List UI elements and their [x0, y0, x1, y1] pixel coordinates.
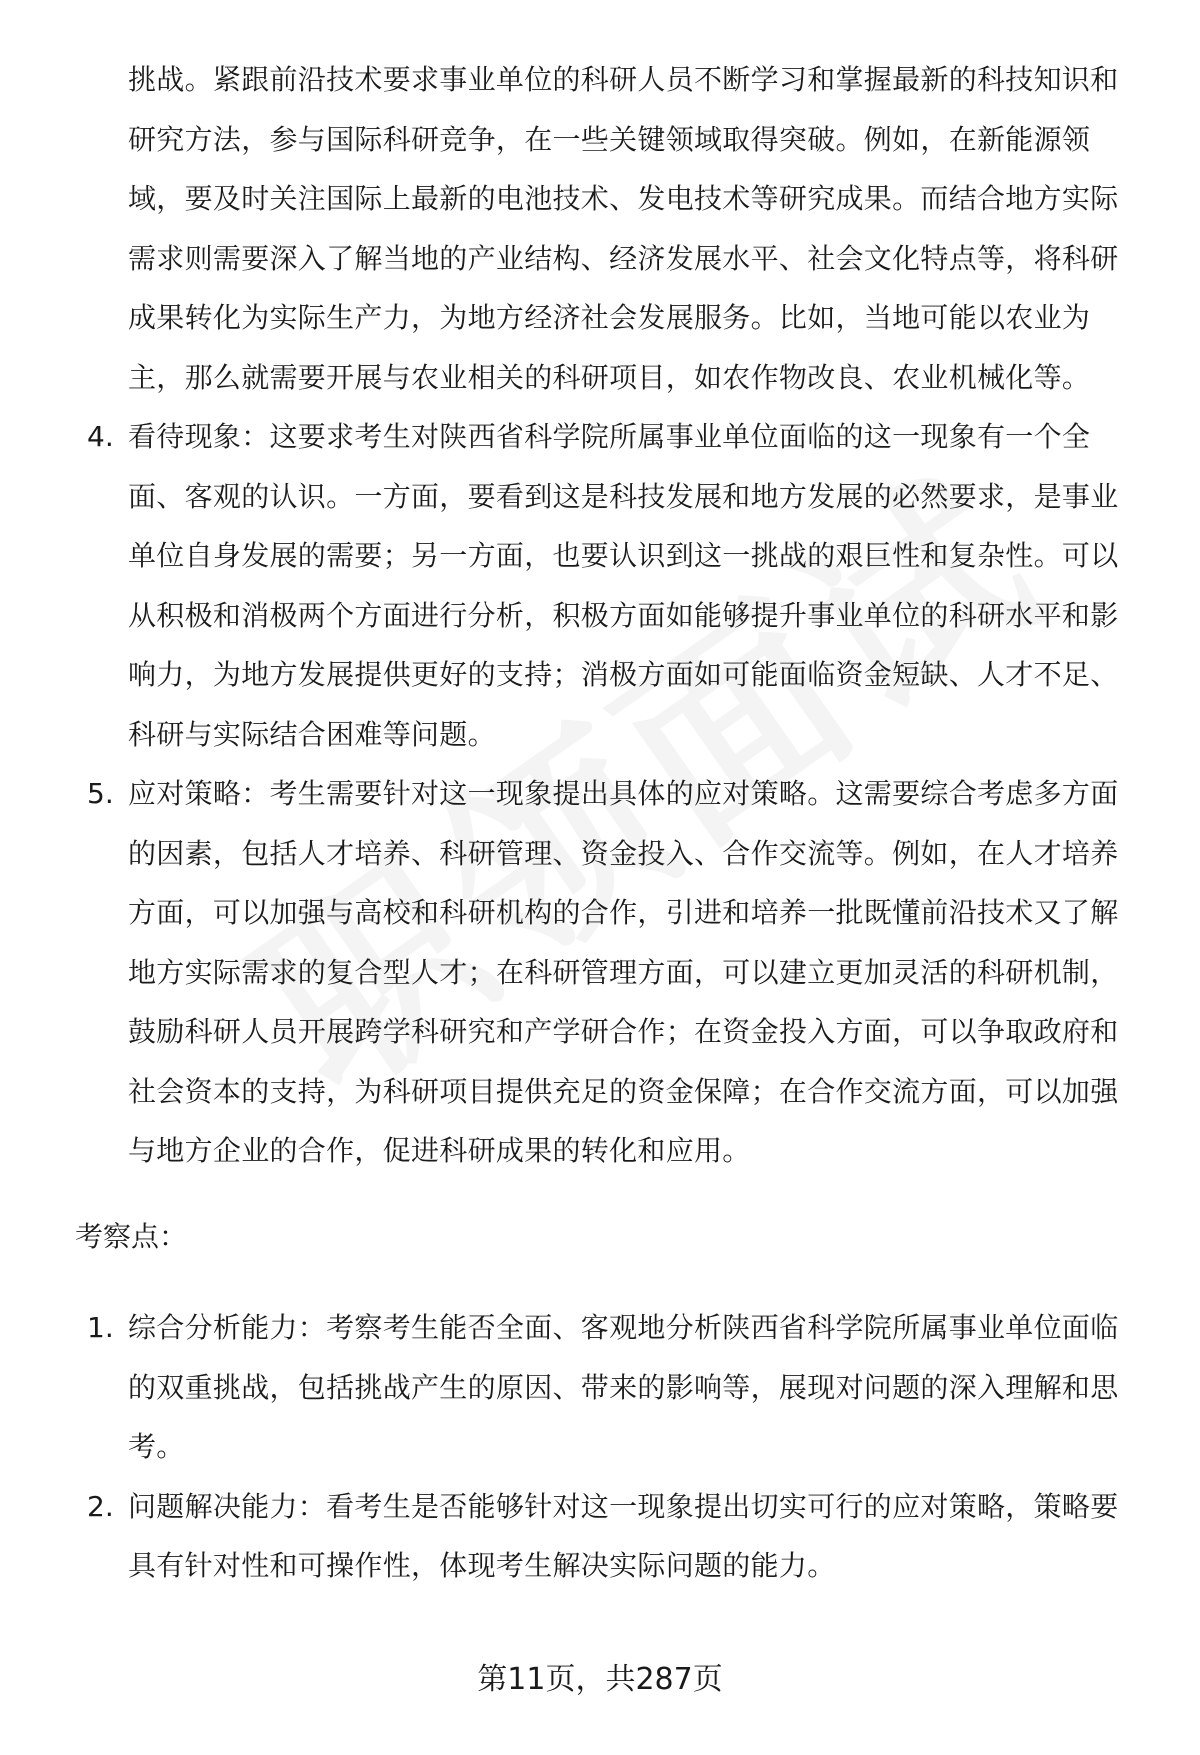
section-heading: 考察点： [75, 1219, 188, 1253]
list-item [75, 764, 1145, 1181]
list-item-number: 2. [87, 1489, 114, 1523]
exam-points-list [75, 1298, 1145, 1596]
analysis-list [75, 407, 1145, 1181]
list-item-text: 应对策略：考生需要针对这一现象提出具体的应对策略。这需要综合考虑多方面的因素，包括人才培养、科研管理、资金投入、合作交流等。例如，在人才培养方面，可以加强与高校和科研机构的合作，引进和培养一批既懂前沿技术又了解地方实际需求的复合型人才；在科研管理方面，可以建立更加灵活的科研机制，鼓励科研人员开展跨学科研究和产学研合作；在资金投入方面，可以争取政府和社会资本的支持，为科研项目提供充足的资金保障；在合作交流方面，可以加强与地方企业的合作，促进科研成果的转化和应用。 [128, 777, 1119, 1167]
list-item-number: 5. [87, 777, 114, 810]
page-footer: 第11页，共287页 [477, 1662, 723, 1697]
list-item-text: 问题解决能力：看考生是否能够针对这一现象提出切实可行的应对策略，策略要具有针对性和可操作性，体现考生解决实际问题的能力。 [128, 1489, 1119, 1582]
intro-paragraph: 挑战。紧跟前沿技术要求事业单位的科研人员不断学习和掌握最新的科技知识和研究方法，参与国际科研竞争，在一些关键领域取得突破。例如，在新能源领域，要及时关注国际上最新的电池技术、发电技术等研究成果。而结合地方实际需求则需要深入了解当地的产业结构、经济发展水平、社会文化特点等，将科研成果转化为实际生产力，为地方经济社会发展服务。比如，当地可能以农业为主，那么就需要开展与农业相关的科研项目，如农作物改良、农业机械化等。 [128, 63, 1119, 394]
list-item-text: 综合分析能力：考察考生能否全面、客观地分析陕西省科学院所属事业单位面临的双重挑战，包括挑战产生的原因、带来的影响等，展现对问题的深入理解和思考。 [128, 1311, 1119, 1463]
list-item-text: 看待现象：这要求考生对陕西省科学院所属事业单位面临的这一现象有一个全面、客观的认识。一方面，要看到这是科技发展和地方发展的必然要求，是事业单位自身发展的需要；另一方面，也要认识到这一挑战的艰巨性和复杂性。可以从积极和消极两个方面进行分析，积极方面如能够提升事业单位的科研水平和影响力，为地方发展提供更好的支持；消极方面如可能面临资金短缺、人才不足、科研与实际结合困难等问题。 [128, 420, 1119, 751]
list-item [75, 1477, 1145, 1596]
list-item [75, 407, 1145, 764]
page-content [75, 50, 1145, 1596]
list-item-number: 4. [87, 420, 114, 453]
list-item-number: 1. [87, 1311, 114, 1344]
list-item [75, 1298, 1145, 1477]
